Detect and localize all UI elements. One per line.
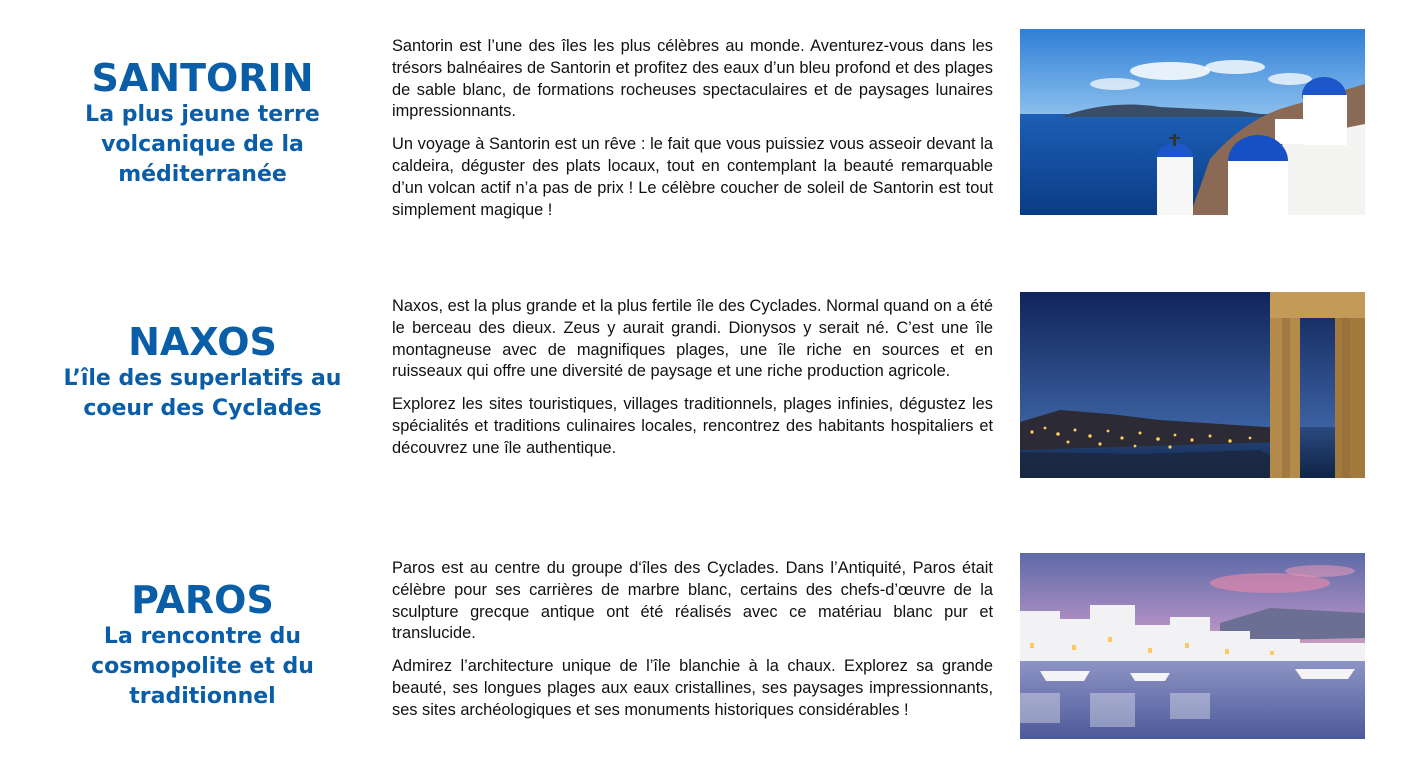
island-tagline — [50, 622, 355, 712]
island-section-naxos — [0, 260, 1412, 520]
island-tagline — [50, 100, 355, 190]
tagline-line: traditionnel — [129, 684, 276, 709]
tagline-line: méditerranée — [118, 162, 287, 187]
island-section-santorin — [0, 0, 1412, 250]
island-name: SANTORIN — [91, 56, 314, 100]
island-description — [392, 36, 993, 232]
island-section-paros — [0, 520, 1412, 781]
paragraph: Santorin est l’une des îles les plus célèbres au monde. Aventurez-vous dans les trésors balnéaires de Santorin et profitez des eaux d’un bleu profond et des plages de sable blanc, de formations rocheuses spectaculaires et de paysages lunaires impressionnants. — [392, 37, 993, 121]
island-heading — [50, 320, 355, 424]
island-name: NAXOS — [128, 320, 277, 364]
island-description — [392, 558, 993, 733]
island-description — [392, 296, 993, 471]
tagline-line: coeur des Cyclades — [83, 396, 322, 421]
paragraph: Naxos, est la plus grande et la plus fertile île des Cyclades. Normal quand on a été le berceau des dieux. Zeus y aurait grandi. Dionysos y serait né. C’est une île montagneuse avec de magnifiques plages, une île riche en sources et en ruisseaux qui offre une diversité de paysage et une riche production agricole. — [392, 297, 993, 381]
tagline-line: cosmopolite et du — [91, 654, 314, 679]
paragraph: Paros est au centre du groupe d‘îles des Cyclades. Dans l’Antiquité, Paros était célèbre pour ses carrières de marbre blanc, certains des chefs-d’œuvre de la sculpture grecque antique ont été réalisés avec ce matériau blanc pur et translucide. — [392, 559, 993, 643]
paragraph: Explorez les sites touristiques, villages traditionnels, plages infinies, dégustez les spécialités et traditions culinaires locales, rencontrez des habitants hospitaliers et découvrez une île authentique. — [392, 395, 993, 457]
santorini-photo — [1020, 29, 1365, 215]
paros-photo — [1020, 553, 1365, 739]
paragraph: Admirez l’architecture unique de l’île blanchie à la chaux. Explorez sa grande beauté, ses longues plages aux eaux cristallines, ses paysages impressionnants, ses sites archéologiques et ses monuments historiques considérables ! — [392, 657, 993, 719]
tagline-line: volcanique de la — [101, 132, 304, 157]
paragraph: Un voyage à Santorin est un rêve : le fait que vous puissiez vous asseoir devant la caldeira, déguster des plats locaux, tout en contemplant la beauté remarquable d’un volcan actif n’a pas de prix ! Le célèbre coucher de soleil de Santorin est tout simplement magique ! — [392, 135, 993, 219]
tagline-line: La rencontre du — [103, 624, 302, 649]
naxos-photo — [1020, 292, 1365, 478]
island-heading — [50, 578, 355, 712]
island-heading — [50, 56, 355, 190]
tagline-line: L’île des superlatifs au — [63, 366, 342, 391]
island-name: PAROS — [131, 578, 274, 622]
tagline-line: La plus jeune terre — [85, 102, 320, 127]
island-tagline — [50, 364, 355, 424]
